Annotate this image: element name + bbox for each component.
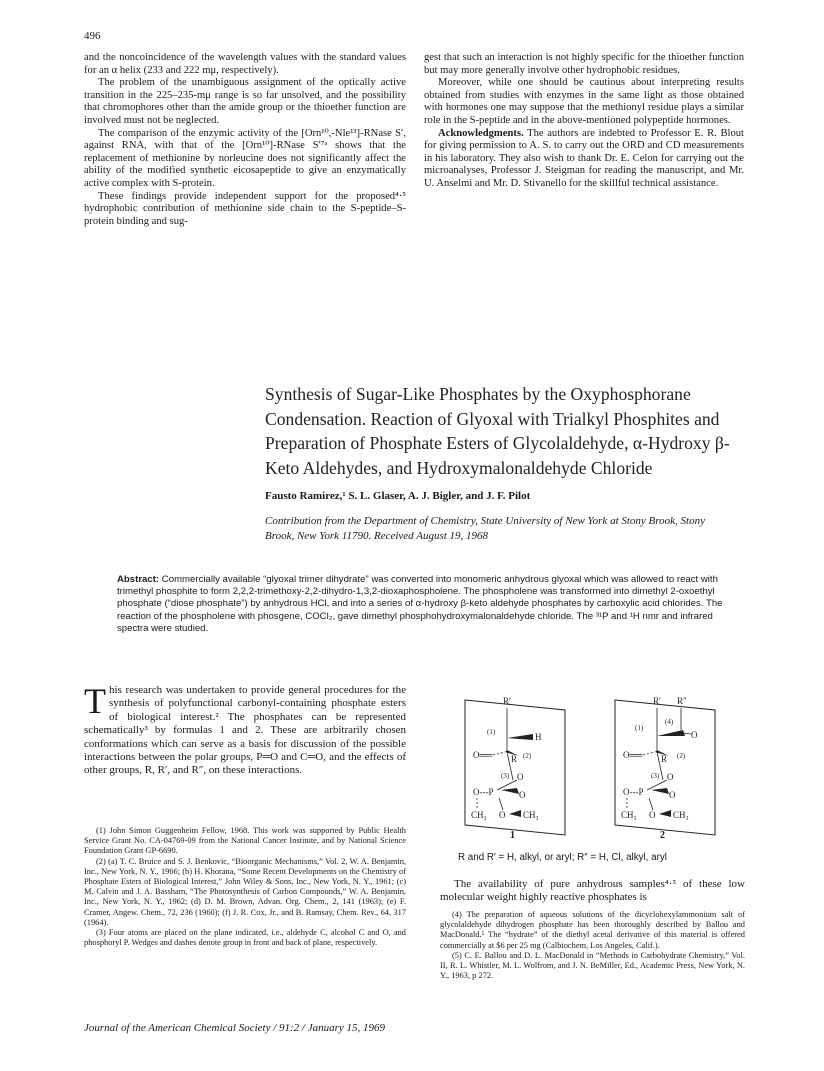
footnote: (5) C. E. Ballou and D. L. MacDonald in “Methods in Carbohydrate Chemistry,” Vol. II, R. L. Whistler, M. L. Wolfrom, and J. N. BeMiller, Ed., Academic Press, New York, N. Y., 1963, p 272. <box>440 950 745 981</box>
introduction <box>84 681 406 778</box>
footnote: (4) The preparation of aqueous solutions of the dicyclohexylammonium salt of glycolaldehyde dihydrogen phosphate has been thoroughly described by Ballou and MacDonald.⁵ The “hydrate” of the diethyl acetal derivative of this material is offered commercially at $6 per 25 mg (Calbiochem, Los Angeles, Calif.). <box>440 910 745 950</box>
svg-text:R′: R′ <box>503 696 511 706</box>
svg-text:CH₃: CH₃ <box>621 810 637 820</box>
structure-figure <box>455 690 740 840</box>
svg-text:O: O <box>519 790 526 800</box>
svg-text:O: O <box>649 810 656 820</box>
footnotes-left <box>84 826 406 948</box>
paragraph: The problem of the unambiguous assignment of the optically active transition in the 225–235-mμ range is so far unsolved, and the possibility that chromophores other than the amide group or the thioether function are involved must not be neglected. <box>84 77 406 126</box>
svg-text:CH₃: CH₃ <box>523 810 539 820</box>
svg-text:O══: O══ <box>473 750 493 760</box>
paragraph: gest that such an interaction is not highly specific for the thioether function but may more generally involve other hydrophobic residues. <box>424 52 744 76</box>
structure-2-label: 2 <box>660 830 665 841</box>
figure-caption: R and R′ = H, alkyl, or aryl; R″ = H, Cl, alkyl, aryl <box>458 852 667 863</box>
authors: Fausto Ramirez,¹ S. L. Glaser, A. J. Bigler, and J. F. Pilot <box>265 490 531 502</box>
paragraph: The comparison of the enzymic activity of the [Orn¹⁰,-Nle¹³]-RNase S′, against RNA, with that of the [Orn¹⁰]-RNase S′⁷ᵃ shows that the replacement of methionine by norleucine does not significantly affect the ability of the modified synthetic eicosapeptide to give an enzymatically active complex with S-protein. <box>84 127 406 189</box>
svg-text:(3): (3) <box>501 772 510 780</box>
svg-text:(2): (2) <box>677 752 686 760</box>
svg-text:O: O <box>669 790 676 800</box>
acknowledgments <box>424 128 744 191</box>
structure-1-label: 1 <box>510 830 515 841</box>
body-right <box>440 878 745 905</box>
svg-text:(3): (3) <box>651 772 660 780</box>
previous-article-left-column <box>84 52 406 228</box>
article-title: Synthesis of Sugar-Like Phosphates by the Oxyphosphorane Condensation. Reaction of Glyoxal with Trialkyl Phosphites and Preparation of Phosphate Esters of Glycolaldehyde, α-Hydroxy β-Keto Aldehydes, and Hydroxymalonaldehyde Chloride <box>265 384 730 478</box>
abstract <box>117 574 723 635</box>
paragraph: and the noncoincidence of the wavelength values with the standard values for an α helix (233 and 222 mμ, respectively). <box>84 52 406 76</box>
svg-text:O: O <box>499 810 506 820</box>
svg-text:O══: O══ <box>623 750 643 760</box>
svg-text:R″: R″ <box>677 696 687 706</box>
acknowledgments-label: Acknowledgments. <box>438 127 524 139</box>
journal-footer: Journal of the American Chemical Society / 91:2 / January 15, 1969 <box>84 1022 386 1034</box>
intro-paragraph <box>84 681 406 778</box>
acknowledgments-text: The authors are indebted to Professor E. R. Blout for giving permission to A. S. to carry out the ORD and CD measurements in his laboratory. They also wish to thank Dr. E. Celon for carrying out the microanalyses, Professor J. Steigman for reading the manuscript, and Mr. U. Anselmi and Mr. D. Stivanello for the skillful technical assistance. <box>424 127 744 189</box>
svg-text:(2): (2) <box>523 752 532 760</box>
affiliation: Contribution from the Department of Chemistry, State University of New York at Stony Brook, Stony Brook, New York 11790. Received August 19, 1968 <box>265 515 705 542</box>
paragraph: The availability of pure anhydrous samples⁴·⁵ of these low molecular weight highly reactive phosphates is <box>440 878 745 904</box>
svg-text:O: O <box>691 730 698 740</box>
svg-text:CH₃: CH₃ <box>673 810 689 820</box>
svg-text:CH₃: CH₃ <box>471 810 487 820</box>
svg-text:O---P: O---P <box>623 787 644 797</box>
svg-text:H: H <box>535 732 542 742</box>
previous-article-right-column <box>424 52 744 191</box>
abstract-label: Abstract: <box>117 574 160 585</box>
paragraph: Moreover, while one should be cautious about interpreting results obtained from studies with enzymes in the same light as those obtained with hormones one may suppose that the methionyl residue plays a similar role in the S-peptide and in the above-mentioned polypeptide hormones. <box>424 77 744 126</box>
footnote: (1) John Simon Guggenheim Fellow, 1968. This work was supported by Public Health Service Grant No. CA-04769-09 from the National Cancer Institute, and by National Science Foundation Grant GP-6690. <box>84 826 406 856</box>
phosphate-structures-drawing <box>455 690 740 840</box>
footnotes-right <box>440 910 745 981</box>
paragraph: These findings provide independent support for the proposed⁴·⁵ hydrophobic contribution of methionine side chain to the S-peptide–S-protein binding and sug- <box>84 190 406 227</box>
svg-text:O---P: O---P <box>473 787 494 797</box>
footnote: (2) (a) T. C. Bruice and S. J. Benkovic, “Bioorganic Mechanisms,” Vol. 2, W. A. Benjamin, Inc., New York, N. Y., 1966; (b) H. Khorana, “Some Recent Developments on the Chemistry of Phosphate Esters of Biological Interest,” John Wiley & Sons, Inc., New York, N. Y., 1961; (c) M. Calvin and J. A. Bassham, “The Photosynthesis of Carbon Compounds,” W. A. Benjamin, Inc., New York, N. Y., 1962; (d) D. M. Brown, Advan. Org. Chem., 2, 141 (1963); (e) F. Cramer, Angew. Chem., 72, 236 (1960); (f) J. R. Cox, Jr., and B. Ramsay, Chem. Rev., 64, 317 (1964). <box>84 856 406 927</box>
svg-text:(1): (1) <box>487 728 496 736</box>
svg-text:O: O <box>517 772 524 782</box>
svg-text:R: R <box>511 754 518 764</box>
svg-text:R′: R′ <box>653 696 661 706</box>
svg-text:O: O <box>667 772 674 782</box>
page-number: 496 <box>84 30 101 42</box>
svg-text:(4): (4) <box>665 718 674 726</box>
svg-text:(1): (1) <box>635 724 644 732</box>
drop-cap: T <box>84 681 106 721</box>
svg-text:R: R <box>661 754 668 764</box>
intro-text: his research was undertaken to provide general procedures for the synthesis of polyfunctional carbonyl-containing phosphate esters of biological interest.² The phosphates can be represented schematically³ by formulas 1 and 2. These are arbitrarily chosen conformations which can serve as a basis for discussion of the possible interactions between the polar groups, P═O and C═O, and the effects of other groups, R, R′, and R″, on these interactions. <box>84 684 406 777</box>
abstract-text: Commercially available “glyoxal trimer dihydrate” was converted into monomeric anhydrous glyoxal which was allowed to react with trimethyl phosphite to form 2,2,2-trimethoxy-2,2-dihydro-1,3,2-dioxaphospholene. The phospholene was transformed into dimethyl 2-oxoethyl phosphate (“diose phosphate”) by anhydrous HCl, and into a series of α-hydroxy β-keto aldehyde phosphates by carboxylic acid chlorides. The reaction of the phospholene with phosgene, COCl₂, gave dimethyl phosphohydroxymalonaldehyde chloride. The ³¹P and ¹H nmr and infrared spectra were studied. <box>117 574 723 634</box>
footnote: (3) Four atoms are placed on the plane indicated, i.e., aldehyde C, alcohol C and O, and phosphoryl P. Wedges and dashes denote group in front and back of plane, respectively. <box>84 928 406 948</box>
